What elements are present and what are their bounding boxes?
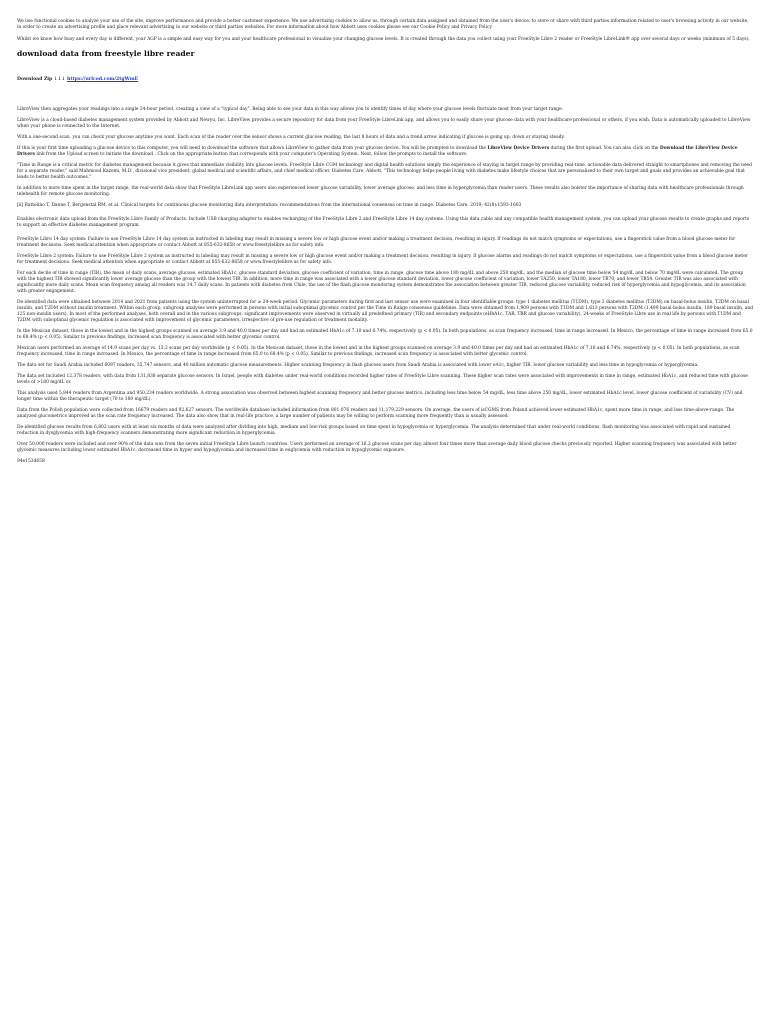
- paragraph-mexico-dataset: In the Mexican dataset, those in the lowest and in the highest groups scanned on average 3.9 and 40.0 times per day and had an estimated HbA1c of 7.10 and 6.74%, respectively (p < 0.05). In both populations, as scan frequency increased, time in range increased. In Mexico, the percentage of time in range increased from 65.0 to 68.4% (p < 0.05). Similar to previous findings, increased scan frequency is associated with better glycemic control.: [17, 329, 753, 340]
- drivers-text-c: during the first upload. You can also click on the: [549, 146, 660, 151]
- drivers-text-e: link from the Upload screen to initiate the download . Click on the appropriate button that corresponds with your computer's Operating System. Next, follow the prompts to install the software.: [34, 152, 468, 157]
- drivers-link-1[interactable]: LibreView Device Drivers: [487, 146, 550, 151]
- paragraph-risk-groups: De-identified glucose results from 6,802 users with at least six months of data were analyzed after dividing into high, medium and low-risk groups based on time spent in hypoglycemia or hyperglycemia. The analysis determined that under real-world conditions, flash monitoring was associated with rapid and sustained reduction in dysglycemia with high-frequency scanners demonstrating more significant reduction in hyperglycemia.: [17, 425, 731, 436]
- paragraph-24-week-study: De-identified data were obtained between 2014 and 2021 from patients using the system uninterrupted for ≥ 24-week period. Glycemic parameters during first and last sensor use were examined in four identifiable groups: type 1 diabetes mellitus (T1DM), type 2 diabetes mellitus (T2DM) on basal-bolus insulin, T2DM on basal insulin, and T2DM without insulin treatment. Within each group, subgroup analyses were performed in persons with initial suboptimal glycemic control per the Time in Range consensus guidelines. Data were obtained from 1,909 persons with T1DM and 1,613 persons with T2DM (1,499 basal-bolus insulin, 189 basal insulin, and 125 non-insulin users). In most of the performed analyses, both overall and in the various subgroups, significant improvements were observed in virtually all predefined primary (TIR) and secondary endpoints (eHbA1c, TAR, TBR and glucose variability). 24-weeks of FreeStyle Libre use in real life by persons with T1DM and T2DM with suboptimal glycemic regulation is associated with improvement of glycemic parameters, irrespective of pre-use regulation or treatment modality.: [17, 300, 754, 323]
- paragraph-data-cable: Enables electronic data upload from the FreeStyle Libre Family of Products. Include USB charging adapter to enables recharging of the FreeStyle Libre 2 and FreeStyle Libre 14 day systems. Using this data cable and any compatible health management system, you can upload your glucose results to create graphs and reports to support an effective diabetes management program.: [17, 217, 750, 228]
- paragraph-poland: Data from the Polish population were collected from 16679 readers and 92,627 sensors. The worldwide database included information from 801,076 readers and 11,179,229 sensors. On average, the users of isCGMS from Poland achieved lower estimated HbA1c, spent more time in range, and less time-above-range. The analyzed glucometrics improved as the scan rate frequency increased. The data also show that in real-life practice, a large number of patients may be willing to perform scanning more frequently than is usually assessed.: [17, 408, 735, 419]
- paragraph-realworld: In addition to more time spent in the target range, the real-world data show that FreeStyle LibreLink app users also experienced lower glucose variability, lower average glucose, and less time in hyperglycemia than reader users. These results also bolster the importance of sharing data with healthcare professionals through telehealth for remote glucose monitoring.: [17, 186, 744, 197]
- cookie-notice-text: We use functional cookies to analyze your use of the site, improve performance and provide a better customer experience. We use advertising cookies to allow us, through certain data assigned and obtained from the user's device, to store or share with third parties information related to user's browsing activity in our website, in order to create an advertising profile and place relevant advertising in our website or third parties websites. For more information about how Abbott uses cookies please see our Cookie Policy and Privacy Policy: [17, 19, 749, 30]
- reference-text: [ii] Battelino T, Danne T, Bergenstal RM, et al. Clinical targets for continuous glucose monitoring data interpretation: recommendations from the international consensus on time in range. Diabetes Care. 2019; 42(8):1593-1603: [17, 203, 522, 208]
- download-link[interactable]: https://urlcod.com/2tgWmE: [67, 77, 139, 82]
- paragraph-50000-readers: Over 50,000 readers were included and over 90% of the data was from the seven initial FreeStyle Libre launch countries. Users performed an average of 16.3 glucose scans per day, almost four times more than average daily blood glucose checks previously reported. Higher scanning frequency was associated with better glycemic measures including lower estimated HbA1c, decreased time in hyper and hypoglycemia and increased time in euglycemia with reduction in hypoglycemic exposure.: [17, 442, 737, 453]
- paragraph-saudi-arabia: The data set for Saudi Arabia included 6097 readers, 35,747 sensors, and 40 million automatic glucose measurements. Higher scanning frequency in flash glucose users from Saudi Arabia is associated with lower eA1c, higher TIR, lower glucose variability and less time in hypoglycemia or hyperglycemia.: [17, 363, 699, 368]
- paragraph-quote: "Time in Range is a critical metric for diabetes management because it gives that immediate visibility into glucose levels. FreeStyle Libre CGM technology and digital health solutions simply the experience of staying in target range by providing real-time, actionable data delivered straight to smartphones and removing the need for a separate reader," said Mahmood Kazemi, M.D., divisional vice president, global medical and scientific affairs, and chief medical officer, Diabetes Care, Abbott. "This technology helps people living with diabetes make lifestyle choices that are personalized to their own target and goals and provides an achievable goal that leads to better health outcomes.": [17, 163, 752, 180]
- paragraph-israel: The data set included 12,378 readers, with data from 131,838 separate glucose sensors. In Israel, people with diabetes under real-world conditions recorded higher rates of FreeStyle Libre scanning. These higher scan rates were associated with improvements in time in range, estimated HbA1c, and reduced time with glucose levels of >180 mg/dL or.: [17, 374, 748, 385]
- page-content: [0, 0, 770, 465]
- paragraph-chile-study: For each decile of time in range (TIR), the mean of daily scans, average glucose, estimated HbA1c, glucose standard deviation, glucose coefficient of variation, time in range, glucose time above 180 mg/dL and above 250 mg/dL, and the median of glucose time below 54 mg/dL and below 70 mg/dL were calculated. The group with the highest TIR showed significantly lower average glucose than the group with the lowest TIR. In addition, more time in range was associated with a lower glucose standard deviation, lower glucose coefficient of variation, lower TA250, lower TA180, lower TB70, and lower TB54. Greater TIR was also associated with significantly more daily scans. Mean scan frequency among all readers was 14.7 daily scans. In patients with diabetes from Chile, the use of the flash glucose monitoring system demonstrates the association between greater TIR, reduced glucose variability, reduced risk of hyperglycemia and hypoglycemia, and its association with greater engagement.: [17, 271, 746, 294]
- paragraph-safety-libre2: FreeStyle Libre 2 system: Failure to use FreeStyle Libre 2 system as instructed in labeling may result in missing a severe low or high glucose event and/or making a treatment decision, resulting in injury. If glucose alarms and readings do not match symptoms or expectations, use a fingerstick value from a blood glucose meter for treatment decisions. Seek medical attention when appropriate or contact Abbott at 855-632-8658 or www.freestylelibre.us for safety info.: [17, 254, 748, 265]
- paragraph-device-drivers: [17, 146, 753, 158]
- paragraph-scan: With a one-second scan, you can check your glucose anytime you want. Each scan of the reader over the sensor shows a current glucose reading, the last 8 hours of data and a trend arrow indicating if glucose is going up, down or staying steady.: [17, 135, 565, 140]
- paragraph-libreview-aggregate: LibreView then aggregates your readings into a single 24-hour period, creating a view of a "typical day". Being able to see your data in this way allows you to identify times of day where your glucose levels fluctuate most from your target range.: [17, 107, 564, 112]
- paragraph-libreview-cloud: LibreView is a cloud-based diabetes management system provided by Abbott and Newyu, Inc. LibreView provides a secure repository for data from your FreeStyle LibreLink app, and allows you to easily share your glucose data with your healthcare professional or others, if you wish. Data is automatically uploaded to LibreView when your phone is connected to the Internet.: [17, 118, 751, 129]
- download-label: Download Zip: [17, 77, 53, 82]
- page-title: download data from freestyle libre reader: [17, 49, 195, 58]
- paragraph-mexico-users: Mexican users performed an average of 14.9 scans per day vs. 13.2 scans per day worldwide (p < 0.05). In the Mexican dataset, those in the lowest and in the highest groups scanned on average 3.9 and 40.0 times per day and had an estimated HbA1c of 7.10 and 6.74%, respectively (p < 0.05). In both populations, as scan frequency increased, time in range increased. In Mexico, the percentage of time in range increased from 65.0 to 68.4% (p < 0.05). Similar to previous findings, increased scan frequency is associated with better glycemic control.: [17, 346, 740, 357]
- drivers-link-2[interactable]: Download the LibreView Device Drivers: [17, 146, 738, 157]
- paragraph-safety-14day: FreeStyle Libre 14 day system: Failure to use FreeStyle Libre 14 day system as instructed in labeling may result in missing a severe low or high glucose event and/or making a treatment decision, resulting in injury. If readings do not match symptoms or expectations, use a fingerstick value from a blood glucose meter for treatment decisions. Seek medical attention when appropriate or contact Abbott at 855-632-8658 or www.freestylelibre.us for safety info.: [17, 237, 736, 248]
- agp-intro-text: Whilst we know how busy and every day is different, your AGP is a simple and easy way for you and your healthcare professional to visualize your changing glucose levels. It is created through the data you collect using your FreeStyle Libre 2 reader or FreeStyle LibreLink® app over several days or weeks (minimum of 5 days).: [17, 37, 750, 42]
- drivers-text-a: If this is your first time uploading a glucose device to this computer, you will need to download the software that allows LibreView to gather data from your glucose device. You will be prompted to download the: [17, 146, 488, 151]
- page-tag: 94e153d658: [17, 459, 45, 464]
- download-line: [17, 77, 753, 82]
- paragraph-argentina: This analysis used 5,844 readers from Argentina and 950,234 readers worldwide. A strong association was observed between highest scanning frequency and better glucose metrics, including less time below 54 mg/dL, less time above 250 mg/dL, lower estimated HbA1c level, lower glucose coefficient of variability (CV) and longer time within the therapeutic target (70 to 180 mg/dL).: [17, 391, 743, 402]
- download-arrows-icon: ↓↓↓: [53, 77, 66, 82]
